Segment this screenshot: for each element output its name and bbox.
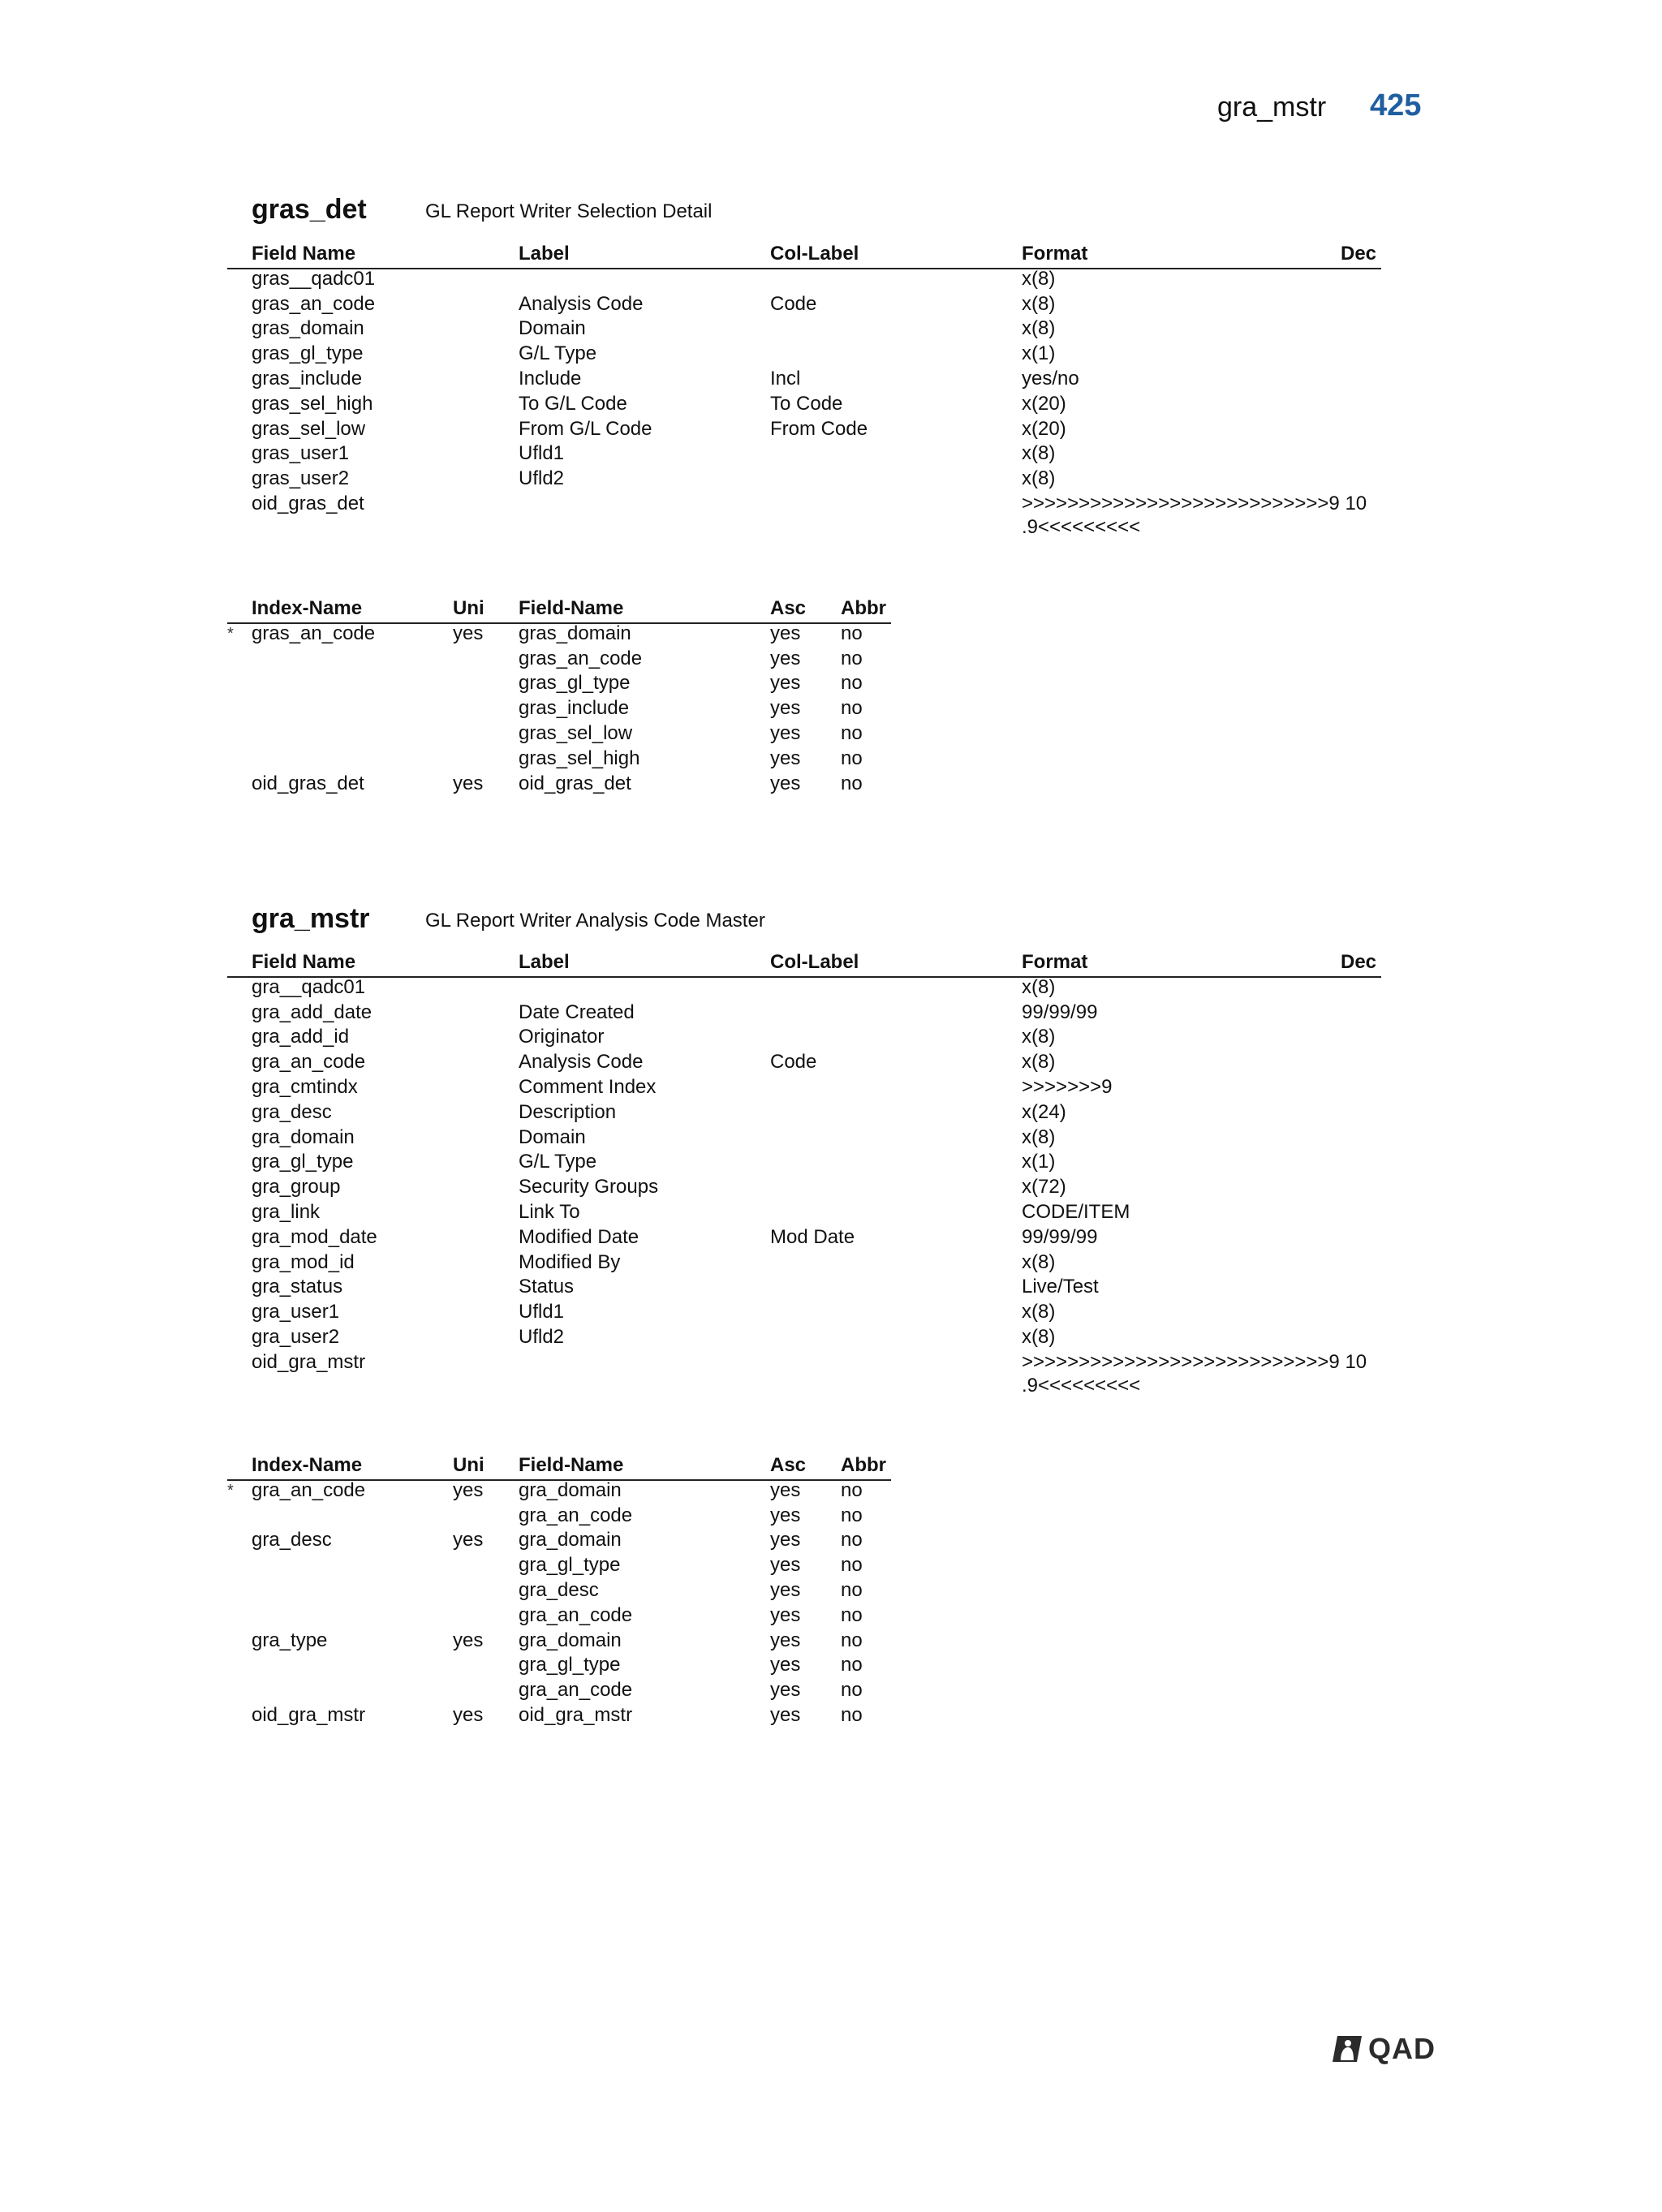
abbr-cell: no [841,1529,863,1551]
index-name-cell: gra_an_code [252,1478,366,1501]
abbr-cell: no [841,1603,863,1626]
field-name-cell: gra_an_code [252,1051,366,1074]
table-description: GL Report Writer Analysis Code Master [425,910,765,932]
abbr-cell: no [841,1704,863,1726]
field-name-cell: gra_an_code [519,1504,633,1526]
format-cell: x(8) [1022,1125,1056,1148]
field-name-cell: gra_link [252,1201,321,1223]
col-label-cell: From Code [770,417,868,440]
field-name-cell: gras_an_code [519,647,643,669]
format-cell: x(24) [1022,1100,1066,1123]
field-name-cell: gra_desc [519,1579,599,1601]
format-cell: yes/no [1022,368,1079,389]
field-name-cell: gra_mod_date [252,1225,377,1248]
column-header: Field Name [252,951,356,973]
format-cell: x(20) [1022,417,1066,440]
label-cell: Modified By [519,1250,621,1273]
format-cell: x(8) [1022,1026,1056,1048]
format-cell: x(8) [1022,1301,1056,1323]
qad-logo-icon [1331,2034,1363,2064]
label-cell: Date Created [519,1001,635,1023]
field-name-cell: gra__qadc01 [252,975,366,998]
index-name-cell: gra_type [252,1629,328,1651]
field-name-cell: gras_sel_high [519,747,640,769]
field-name-cell: oid_gras_det [252,493,364,514]
column-header: Uni [453,597,484,619]
uni-cell: yes [453,1629,484,1651]
field-name-cell: gras_sel_low [519,722,633,744]
field-name-cell: gra_domain [252,1125,355,1148]
asc-cell: yes [770,672,801,695]
column-header: Col-Label [770,243,859,265]
asc-cell: yes [770,1554,801,1577]
field-name-cell: gras_gl_type [252,342,364,365]
header-rule [227,976,1381,978]
label-cell: Comment Index [519,1076,657,1098]
label-cell: To G/L Code [519,392,627,415]
abbr-cell: no [841,772,863,794]
format-cell: x(8) [1022,267,1056,290]
asc-cell: yes [770,697,801,720]
column-header: Field-Name [519,1454,624,1476]
asc-cell: yes [770,647,801,669]
label-cell: G/L Type [519,342,597,365]
field-name-cell: gras_an_code [252,292,376,315]
column-header: Asc [770,597,807,619]
format-cell: >>>>>>>9 [1022,1076,1113,1098]
column-header: Format [1022,243,1088,265]
format-cell: x(8) [1022,1326,1056,1348]
abbr-cell: no [841,672,863,695]
column-header: Uni [453,1454,484,1476]
column-header: Field-Name [519,597,624,619]
label-cell: Ufld1 [519,1301,565,1323]
format-cell: 99/99/99 [1022,1225,1098,1248]
column-header: Format [1022,951,1088,973]
field-name-cell: gra_domain [519,1478,622,1501]
format-cell: >>>>>>>>>>>>>>>>>>>>>>>>>>>9 10 [1022,1350,1367,1373]
format-cell: x(1) [1022,342,1056,365]
asc-cell: yes [770,1603,801,1626]
field-name-cell: gra_domain [519,1629,622,1651]
abbr-cell: no [841,1554,863,1577]
format-cell: x(8) [1022,975,1056,998]
abbr-cell: no [841,622,863,644]
column-header: Asc [770,1454,807,1476]
format-cell: x(1) [1022,1151,1056,1173]
field-name-cell: oid_gra_mstr [252,1350,366,1373]
label-cell: Link To [519,1201,580,1223]
qad-logo [1331,2033,1436,2065]
table-title: gra_mstr [252,903,370,934]
format-cell-continuation: .9<<<<<<<<< [1022,1374,1141,1396]
asc-cell: yes [770,1679,801,1702]
field-name-cell: gra_an_code [519,1679,633,1702]
format-cell-continuation: .9<<<<<<<<< [1022,515,1141,538]
column-header: Abbr [841,1454,886,1476]
column-header: Index-Name [252,597,363,619]
format-cell: Live/Test [1022,1276,1099,1298]
field-name-cell: gra_user2 [252,1326,340,1348]
field-name-cell: gra_user1 [252,1301,340,1323]
col-label-cell: Code [770,292,817,315]
field-name-cell: gras_domain [519,622,631,644]
format-cell: x(8) [1022,292,1056,315]
table-title: gras_det [252,194,367,225]
field-name-cell: gra_add_date [252,1001,372,1023]
field-name-cell: gra_gl_type [519,1554,621,1577]
field-name-cell: gra_domain [519,1529,622,1551]
format-cell: x(72) [1022,1176,1066,1199]
format-cell: 99/99/99 [1022,1001,1098,1023]
asc-cell: yes [770,622,801,644]
label-cell: Ufld1 [519,442,565,465]
field-name-cell: gra_gl_type [252,1151,354,1173]
field-name-cell: gras_sel_low [252,417,366,440]
index-name-cell: oid_gras_det [252,772,364,794]
abbr-cell: no [841,1629,863,1651]
asc-cell: yes [770,1504,801,1526]
format-cell: x(20) [1022,392,1066,415]
column-header: Field Name [252,243,356,265]
col-label-cell: Code [770,1051,817,1074]
page-number: 425 [1370,88,1422,123]
label-cell: Analysis Code [519,1051,644,1074]
label-cell: From G/L Code [519,417,652,440]
field-name-cell: gra_gl_type [519,1654,621,1676]
table-description: GL Report Writer Selection Detail [425,200,713,222]
index-name-cell: gra_desc [252,1529,332,1551]
column-header: Label [519,243,570,265]
column-header: Abbr [841,597,886,619]
label-cell: Security Groups [519,1176,659,1199]
asc-cell: yes [770,747,801,769]
field-name-cell: gras_user1 [252,442,350,465]
column-header: Label [519,951,570,973]
field-name-cell: gra_add_id [252,1026,350,1048]
column-header: Index-Name [252,1454,363,1476]
abbr-cell: no [841,1579,863,1601]
col-label-cell: Incl [770,368,801,389]
asc-cell: yes [770,1478,801,1501]
field-name-cell: gras_user2 [252,467,350,490]
label-cell: Ufld2 [519,467,565,490]
field-name-cell: gra_an_code [519,1603,633,1626]
header-rule [227,268,1381,269]
field-name-cell: gra_mod_id [252,1250,355,1273]
asc-cell: yes [770,1629,801,1651]
field-name-cell: gra_status [252,1276,343,1298]
abbr-cell: no [841,1654,863,1676]
field-name-cell: gras_domain [252,317,364,340]
index-name-cell: oid_gra_mstr [252,1704,366,1726]
field-name-cell: gra_group [252,1176,341,1199]
abbr-cell: no [841,697,863,720]
uni-cell: yes [453,1529,484,1551]
field-name-cell: oid_gra_mstr [519,1704,633,1726]
field-name-cell: oid_gras_det [519,772,631,794]
field-name-cell: gras_gl_type [519,672,631,695]
format-cell: CODE/ITEM [1022,1201,1130,1223]
field-name-cell: gra_desc [252,1100,332,1123]
column-header: Dec [1341,243,1377,265]
abbr-cell: no [841,722,863,744]
abbr-cell: no [841,747,863,769]
format-cell: x(8) [1022,467,1056,490]
label-cell: Ufld2 [519,1326,565,1348]
col-label-cell: Mod Date [770,1225,855,1248]
format-cell: x(8) [1022,1250,1056,1273]
label-cell: Include [519,368,582,389]
abbr-cell: no [841,1504,863,1526]
uni-cell: yes [453,622,484,644]
field-name-cell: gra_cmtindx [252,1076,358,1098]
uni-cell: yes [453,772,484,794]
label-cell: Originator [519,1026,605,1048]
label-cell: G/L Type [519,1151,597,1173]
running-header-table-name: gra_mstr [1217,92,1327,123]
primary-index-marker: * [227,624,234,643]
col-label-cell: To Code [770,392,843,415]
abbr-cell: no [841,1679,863,1702]
abbr-cell: no [841,1478,863,1501]
uni-cell: yes [453,1478,484,1501]
format-cell: >>>>>>>>>>>>>>>>>>>>>>>>>>>9 10 [1022,493,1367,514]
label-cell: Description [519,1100,617,1123]
field-name-cell: gras_sel_high [252,392,373,415]
asc-cell: yes [770,1579,801,1601]
column-header: Dec [1341,951,1377,973]
field-name-cell: gras__qadc01 [252,267,376,290]
label-cell: Status [519,1276,575,1298]
column-header: Col-Label [770,951,859,973]
format-cell: x(8) [1022,1051,1056,1074]
format-cell: x(8) [1022,442,1056,465]
label-cell: Domain [519,1125,586,1148]
asc-cell: yes [770,772,801,794]
format-cell: x(8) [1022,317,1056,340]
index-name-cell: gras_an_code [252,622,376,644]
asc-cell: yes [770,1654,801,1676]
asc-cell: yes [770,1704,801,1726]
field-name-cell: gras_include [519,697,630,720]
uni-cell: yes [453,1704,484,1726]
primary-index-marker: * [227,1481,234,1500]
asc-cell: yes [770,722,801,744]
qad-logo-text: QAD [1368,2032,1436,2065]
label-cell: Domain [519,317,586,340]
asc-cell: yes [770,1529,801,1551]
abbr-cell: no [841,647,863,669]
label-cell: Modified Date [519,1225,639,1248]
field-name-cell: gras_include [252,368,363,389]
label-cell: Analysis Code [519,292,644,315]
